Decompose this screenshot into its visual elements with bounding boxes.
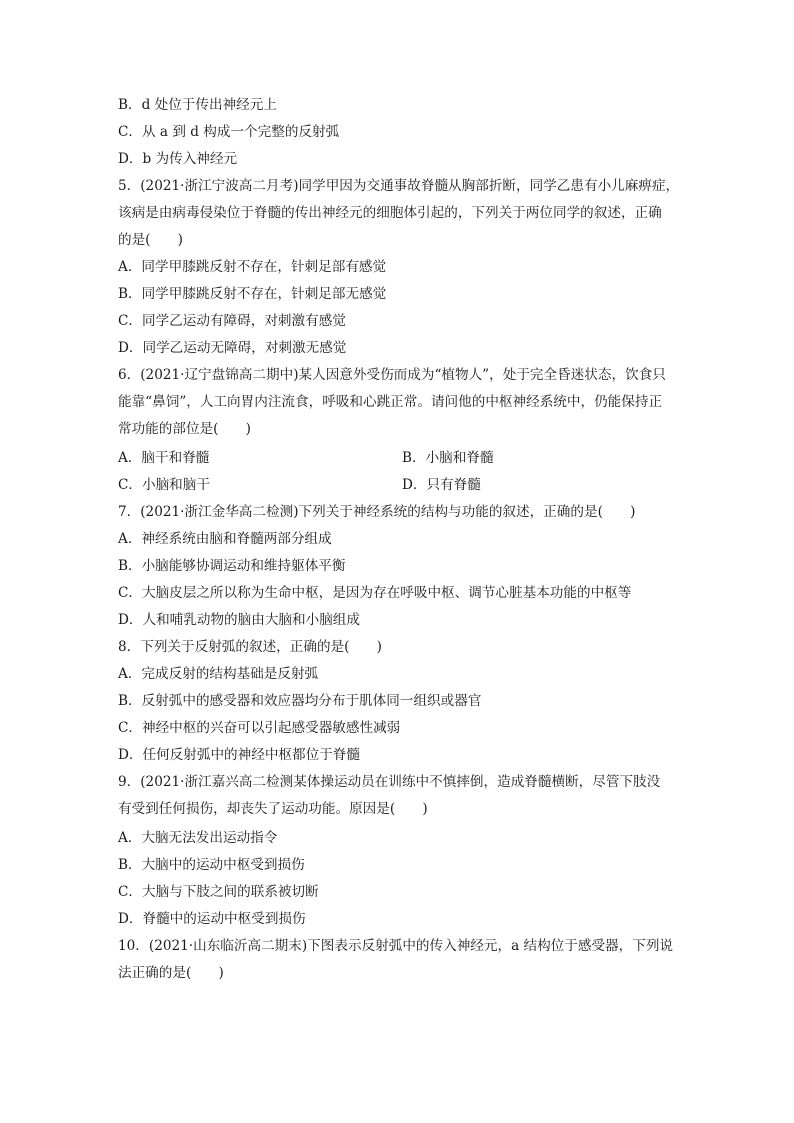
q10-stem-line-1: 10．(2021·山东临沂高二期末)下图表示反射弧中的传入神经元，a 结构位于感受器，下列说: [118, 938, 674, 954]
q7-option-b: B．小脑能够协调运动和维持躯体平衡: [118, 558, 346, 574]
q9-option-d: D．脊髓中的运动中枢受到损伤: [118, 911, 306, 927]
q9-option-a: A．大脑无法发出运动指令: [118, 830, 278, 846]
q5-option-d: D．同学乙运动无障碍，对刺激无感觉: [118, 340, 347, 356]
q10-stem-line-2: 法正确的是( ): [118, 965, 224, 981]
q4-option-c: C．从 a 到 d 构成一个完整的反射弧: [118, 124, 340, 140]
q9-stem-line-2: 有受到任何损伤，却丧失了运动功能。原因是( ): [118, 801, 428, 817]
q6-option-row-2: [118, 475, 688, 495]
q5-stem-line-1: 5．(2021·浙江宁波高二月考)同学甲因为交通事故脊髓从胸部折断，同学乙患有小儿麻痹症，: [118, 178, 680, 194]
q7-option-d: D．人和哺乳动物的脑由大脑和小脑组成: [118, 612, 360, 628]
q7-option-c: C．大脑皮层之所以称为生命中枢，是因为存在呼吸中枢、调节心脏基本功能的中枢等: [118, 585, 632, 601]
q9-option-b: B．大脑中的运动中枢受到损伤: [118, 857, 305, 873]
q6-option-a: A．脑干和脊髓: [118, 450, 210, 466]
q4-option-b: B．d 处位于传出神经元上: [118, 97, 277, 113]
q5-option-b: B．同学甲膝跳反射不存在，针刺足部无感觉: [118, 286, 387, 302]
q6-stem-line-3: 常功能的部位是( ): [118, 421, 251, 437]
q6-option-row-1: [118, 448, 688, 468]
q8-option-b: B．反射弧中的感受器和效应器均分布于肌体同一组织或器官: [118, 693, 482, 709]
q6-stem-line-1: 6．(2021·辽宁盘锦高二期中)某人因意外受伤而成为“植物人”，处于完全昏迷状态，饮食只: [118, 367, 666, 383]
q5-stem-line-3: 的是( ): [118, 232, 183, 248]
q8-option-d: D．任何反射弧中的神经中枢都位于脊髓: [118, 747, 360, 763]
q8-stem: 8．下列关于反射弧的叙述，正确的是( ): [118, 639, 382, 655]
q9-option-c: C．大脑与下肢之间的联系被切断: [118, 884, 319, 900]
q8-option-c: C．神经中枢的兴奋可以引起感受器敏感性减弱: [118, 720, 401, 736]
q6-option-c: C．小脑和脑干: [118, 477, 210, 493]
q5-option-c: C．同学乙运动有障碍，对刺激有感觉: [118, 313, 346, 329]
q6-option-b: B．小脑和脊髓: [402, 450, 494, 466]
q8-option-a: A．完成反射的结构基础是反射弧: [118, 666, 319, 682]
q7-stem: 7．(2021·浙江金华高二检测)下列关于神经系统的结构与功能的叙述，正确的是( ): [118, 504, 636, 520]
q5-stem-line-2: 该病是由病毒侵染位于脊髓的传出神经元的细胞体引起的，下列关于两位同学的叙述，正确: [118, 205, 662, 221]
q6-stem-line-2: 能靠“鼻饲”，人工向胃内注流食，呼吸和心跳正常。请问他的中枢神经系统中，仍能保持正: [118, 394, 663, 410]
q5-option-a: A．同学甲膝跳反射不存在，针刺足部有感觉: [118, 259, 387, 275]
q9-stem-line-1: 9．(2021·浙江嘉兴高二检测某体操运动员在训练中不慎摔倒，造成脊髓横断，尽管下肢没: [118, 774, 661, 790]
q7-option-a: A．神经系统由脑和脊髓两部分组成: [118, 531, 332, 547]
q6-option-d: D．只有脊髓: [402, 477, 481, 493]
q4-option-d: D．b 为传入神经元: [118, 151, 238, 167]
